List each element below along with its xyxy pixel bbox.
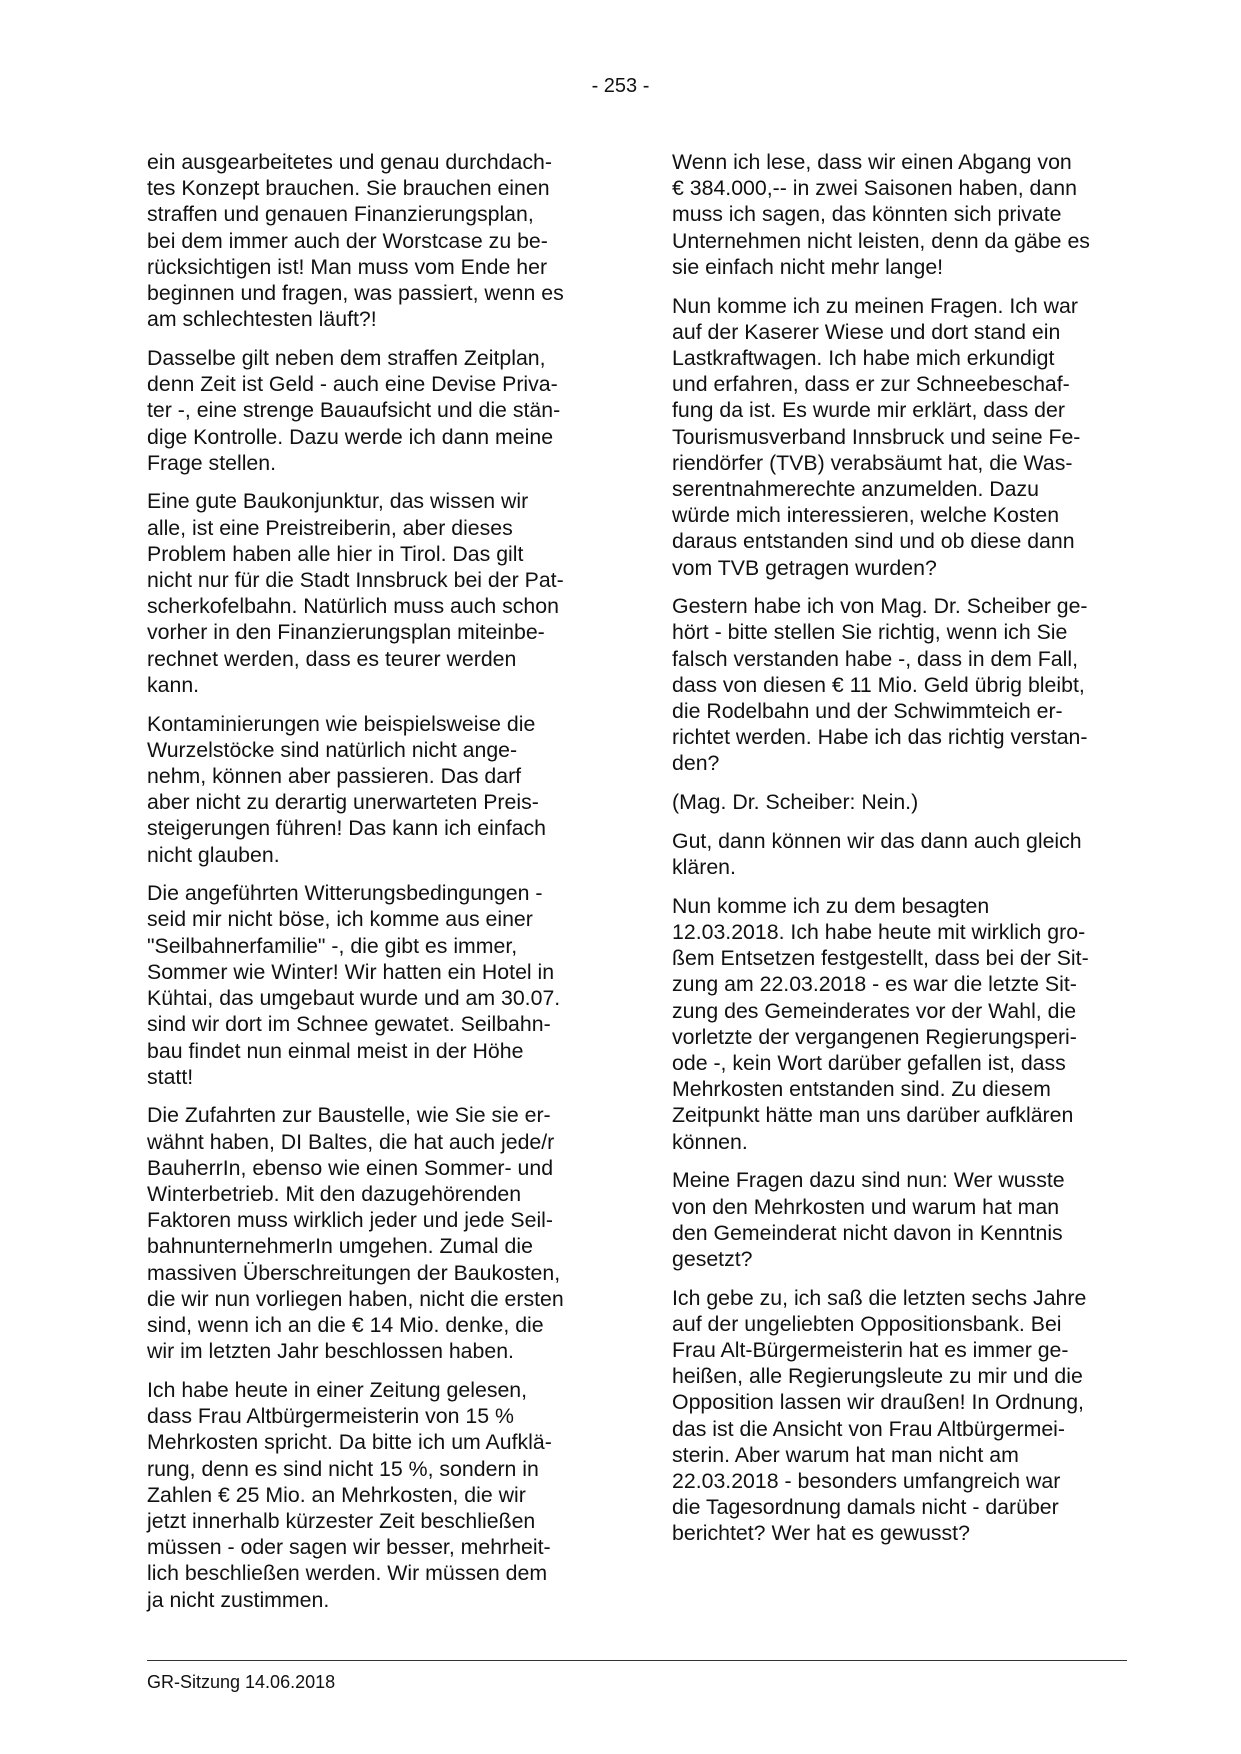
- paragraph: [147, 1102, 603, 1364]
- text-line: dass Frau Altbürgermeisterin von 15 %: [147, 1404, 514, 1429]
- text-line: 22.03.2018 - besonders umfangreich war: [672, 1469, 1061, 1494]
- text-line: Ich gebe zu, ich saß die letzten sechs Jahre: [672, 1285, 1087, 1310]
- text-line: Wurzelstöcke sind natürlich nicht ange-: [147, 737, 518, 762]
- text-line: alle, ist eine Preistreiberin, aber dieses: [147, 515, 513, 540]
- text-line: Meine Fragen dazu sind nun: Wer wusste: [672, 1168, 1065, 1193]
- text-line: dass von diesen € 11 Mio. Geld übrig bleibt,: [672, 672, 1085, 697]
- text-line: zung am 22.03.2018 - es war die letzte Sit-: [672, 972, 1077, 997]
- text-line: die Tagesordnung damals nicht - darüber: [672, 1495, 1059, 1520]
- text-line: Frau Alt-Bürgermeisterin hat es immer ge-: [672, 1338, 1069, 1363]
- text-line: vorher in den Finanzierungsplan miteinbe-: [147, 620, 545, 645]
- text-line: auf der ungeliebten Oppositionsbank. Bei: [672, 1311, 1062, 1336]
- text-line: Sommer wie Winter! Wir hatten ein Hotel in: [147, 959, 555, 984]
- text-line: statt!: [147, 1064, 194, 1089]
- text-line: Kühtai, das umgebaut wurde und am 30.07.: [147, 986, 561, 1011]
- text-line: rechnet werden, dass es teurer werden: [147, 646, 517, 671]
- left-column: [147, 149, 603, 1625]
- footer-divider: [147, 1660, 1127, 1661]
- text-line: ßem Entsetzen festgestellt, dass bei der Sit-: [672, 946, 1089, 971]
- text-line: nicht nur für die Stadt Innsbruck bei der Pat-: [147, 568, 564, 593]
- text-line: aber nicht zu derartig unerwarteten Preis-: [147, 790, 539, 815]
- text-line: sterin. Aber warum hat man nicht am: [672, 1442, 1019, 1467]
- text-line: Lastkraftwagen. Ich habe mich erkundigt: [672, 345, 1055, 370]
- text-line: die Rodelbahn und der Schwimmteich er-: [672, 699, 1063, 724]
- text-line: Dasselbe gilt neben dem straffen Zeitplan,: [147, 345, 546, 370]
- text-line: zung des Gemeinderates vor der Wahl, die: [672, 998, 1077, 1023]
- text-line: würde mich interessieren, welche Kosten: [672, 503, 1060, 528]
- text-line: ode -, kein Wort darüber gefallen ist, dass: [672, 1051, 1066, 1075]
- text-line: 12.03.2018. Ich habe heute mit wirklich gro-: [672, 919, 1086, 944]
- text-line: den Gemeinderat nicht davon in Kenntnis: [672, 1220, 1063, 1245]
- text-line: das ist die Ansicht von Frau Altbürgermei-: [672, 1416, 1065, 1441]
- paragraph: [672, 593, 1128, 776]
- text-line: serentnahmerechte anzumelden. Dazu: [672, 476, 1039, 501]
- text-line: bei dem immer auch der Worstcase zu be-: [147, 228, 548, 253]
- text-line: am schlechtesten läuft?!: [147, 307, 377, 332]
- text-line: (Mag. Dr. Scheiber: Nein.): [672, 790, 919, 815]
- text-line: Ich habe heute in einer Zeitung gelesen,: [147, 1377, 528, 1402]
- text-line: € 384.000,-- in zwei Saisonen haben, dann: [672, 176, 1077, 201]
- text-line: hört - bitte stellen Sie richtig, wenn ich Sie: [672, 620, 1068, 645]
- text-line: rung, denn es sind nicht 15 %, sondern in: [147, 1456, 539, 1481]
- text-line: Gut, dann können wir das dann auch gleich: [672, 828, 1082, 853]
- paragraph: [672, 828, 1128, 880]
- text-line: riendörfer (TVB) verabsäumt hat, die Was-: [672, 450, 1073, 475]
- text-line: Frage stellen.: [147, 450, 277, 475]
- text-line: ja nicht zustimmen.: [147, 1587, 330, 1612]
- text-line: Mehrkosten entstanden sind. Zu diesem: [672, 1077, 1051, 1102]
- paragraph: [147, 1377, 603, 1613]
- text-line: tes Konzept brauchen. Sie brauchen einen: [147, 176, 550, 201]
- text-line: steigerungen führen! Das kann ich einfach: [147, 816, 546, 841]
- text-line: vorletzte der vergangenen Regierungsperi-: [672, 1024, 1077, 1049]
- text-line: lich beschließen werden. Wir müssen dem: [147, 1561, 548, 1586]
- text-line: auf der Kaserer Wiese und dort stand ein: [672, 319, 1061, 344]
- text-line: den?: [672, 751, 720, 776]
- text-line: kann.: [147, 672, 200, 697]
- paragraph: [147, 149, 603, 332]
- text-line: bahnunternehmerIn umgehen. Zumal die: [147, 1234, 533, 1259]
- text-line: Mehrkosten spricht. Da bitte ich um Aufklä-: [147, 1430, 552, 1455]
- text-line: seid mir nicht böse, ich komme aus einer: [147, 907, 533, 932]
- paragraph: [672, 293, 1128, 581]
- text-line: müssen - oder sagen wir besser, mehrheit-: [147, 1535, 551, 1560]
- text-line: Winterbetrieb. Mit den dazugehörenden: [147, 1182, 522, 1207]
- text-line: Gestern habe ich von Mag. Dr. Scheiber ge-: [672, 594, 1088, 619]
- text-line: nehm, können aber passieren. Das darf: [147, 763, 522, 788]
- text-line: BauherrIn, ebenso wie einen Sommer- und: [147, 1155, 554, 1180]
- text-line: Problem haben alle hier in Tirol. Das gilt: [147, 541, 524, 566]
- text-line: "Seilbahnerfamilie" -, die gibt es immer,: [147, 933, 518, 958]
- text-line: Zahlen € 25 Mio. an Mehrkosten, die wir: [147, 1482, 526, 1507]
- text-line: dige Kontrolle. Dazu werde ich dann meine: [147, 424, 554, 449]
- text-line: Tourismusverband Innsbruck und seine Fe-: [672, 424, 1081, 449]
- text-line: Die angeführten Witterungsbedingungen -: [147, 881, 543, 906]
- text-line: muss ich sagen, das könnten sich private: [672, 202, 1062, 227]
- text-line: sie einfach nicht mehr lange!: [672, 254, 944, 279]
- text-line: denn Zeit ist Geld - auch eine Devise Priva-: [147, 372, 558, 397]
- text-line: Wenn ich lese, dass wir einen Abgang von: [672, 150, 1072, 174]
- text-line: fung da ist. Es wurde mir erklärt, dass der: [672, 398, 1065, 423]
- text-line: nicht glauben.: [147, 842, 280, 867]
- text-line: richtet werden. Habe ich das richtig verstan-: [672, 725, 1088, 750]
- text-line: heißen, alle Regierungsleute zu mir und die: [672, 1364, 1083, 1389]
- text-line: straffen und genauen Finanzierungsplan,: [147, 202, 534, 227]
- text-line: massiven Überschreitungen der Baukosten,: [147, 1260, 561, 1285]
- paragraph: [147, 345, 603, 476]
- text-line: die wir nun vorliegen haben, nicht die ersten: [147, 1286, 564, 1311]
- text-line: jetzt innerhalb kürzester Zeit beschließen: [147, 1508, 536, 1533]
- text-line: Zeitpunkt hätte man uns darüber aufklären: [672, 1103, 1074, 1128]
- text-line: ein ausgearbeitetes und genau durchdach-: [147, 150, 552, 174]
- paragraph: [147, 488, 603, 698]
- text-line: sind, wenn ich an die € 14 Mio. denke, die: [147, 1313, 544, 1338]
- text-line: Die Zufahrten zur Baustelle, wie Sie sie er-: [147, 1103, 551, 1128]
- text-line: Eine gute Baukonjunktur, das wissen wir: [147, 489, 529, 514]
- text-line: von den Mehrkosten und warum hat man: [672, 1194, 1060, 1219]
- text-line: Kontaminierungen wie beispielsweise die: [147, 711, 536, 736]
- paragraph: [672, 789, 1128, 815]
- text-line: rücksichtigen ist! Man muss vom Ende her: [147, 254, 548, 279]
- text-line: ter -, eine strenge Bauaufsicht und die stän-: [147, 398, 561, 423]
- text-line: Opposition lassen wir draußen! In Ordnung,: [672, 1390, 1084, 1415]
- text-line: scherkofelbahn. Natürlich muss auch schon: [147, 594, 559, 619]
- text-line: wähnt haben, DI Baltes, die hat auch jede/r: [147, 1129, 555, 1154]
- paragraph: [672, 893, 1128, 1155]
- text-line: vom TVB getragen wurden?: [672, 555, 937, 580]
- text-line: und erfahren, dass er zur Schneebeschaf-: [672, 372, 1070, 397]
- text-line: können.: [672, 1129, 748, 1154]
- text-line: daraus entstanden sind und ob diese dann: [672, 529, 1075, 554]
- paragraph: [672, 1285, 1128, 1547]
- footer-meeting-date: GR-Sitzung 14.06.2018: [147, 1672, 336, 1692]
- text-line: Unternehmen nicht leisten, denn da gäbe es: [672, 228, 1090, 253]
- text-line: beginnen und fragen, was passiert, wenn es: [147, 281, 564, 306]
- text-line: Faktoren muss wirklich jeder und jede Seil-: [147, 1208, 553, 1233]
- page-number: - 253 -: [591, 75, 650, 97]
- text-line: gesetzt?: [672, 1246, 753, 1271]
- text-line: Nun komme ich zu meinen Fragen. Ich war: [672, 293, 1078, 318]
- paragraph: [147, 880, 603, 1090]
- text-line: bau findet nun einmal meist in der Höhe: [147, 1038, 524, 1063]
- paragraph: [147, 711, 603, 868]
- text-line: sind wir dort im Schnee gewatet. Seilbahn-: [147, 1012, 551, 1037]
- right-column: [672, 149, 1128, 1559]
- text-line: wir im letzten Jahr beschlossen haben.: [147, 1339, 514, 1364]
- text-line: berichtet? Wer hat es gewusst?: [672, 1521, 970, 1546]
- paragraph: [672, 149, 1128, 280]
- text-line: falsch verstanden habe -, dass in dem Fall,: [672, 646, 1079, 671]
- paragraph: [672, 1167, 1128, 1272]
- text-line: klären.: [672, 855, 736, 880]
- text-line: Nun komme ich zu dem besagten: [672, 893, 990, 918]
